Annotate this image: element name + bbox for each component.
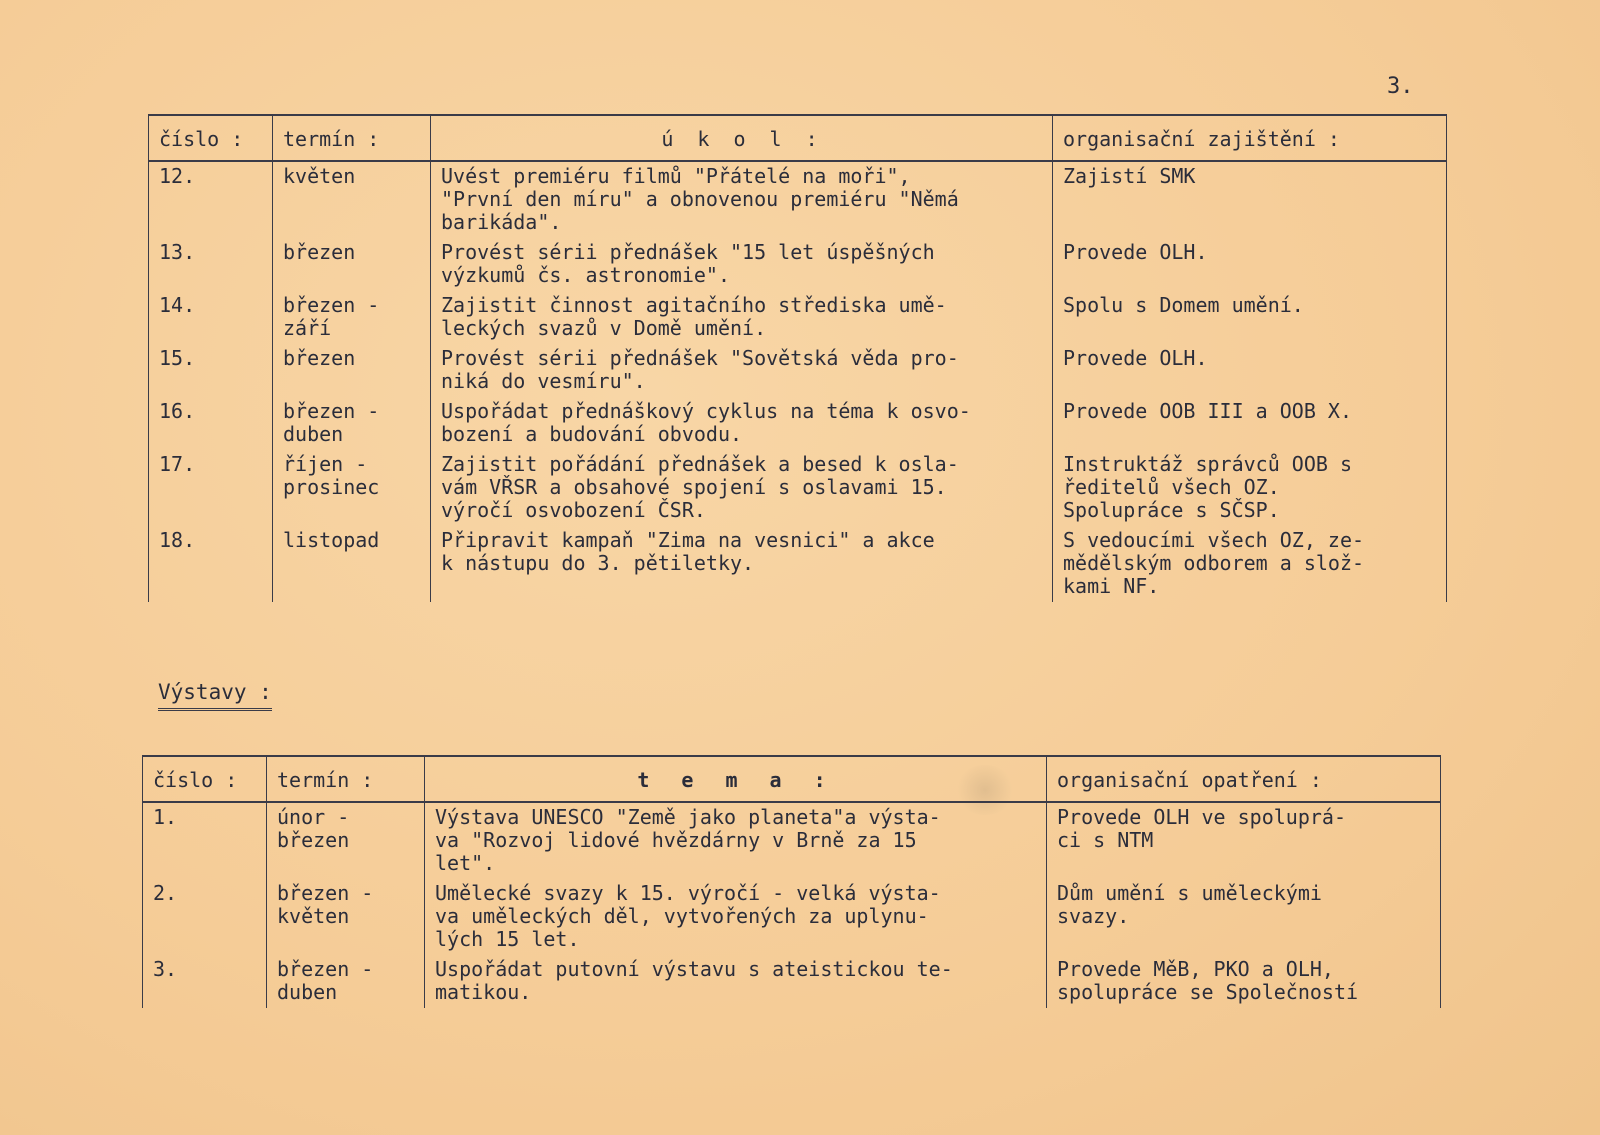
row-number: 1. — [143, 802, 267, 879]
row-organisation: Spolu s Domem umění. — [1053, 291, 1447, 344]
exhibitions-header-row — [143, 756, 1441, 802]
header-cislo: číslo : — [149, 115, 273, 161]
row-task: Zajistit pořádání přednášek a besed k osla- vám VŘSR a obsahové spojení s oslavami 15. výročí osvobození ČSR. — [431, 450, 1053, 526]
row-term: říjen - prosinec — [273, 450, 431, 526]
row-term: březen - září — [273, 291, 431, 344]
row-organisation: Provede OLH. — [1053, 344, 1447, 397]
exhibitions-heading: Výstavy : — [158, 680, 272, 711]
row-term: březen — [273, 344, 431, 397]
row-number: 13. — [149, 238, 273, 291]
row-task: Připravit kampaň "Zima na vesnici" a akce k nástupu do 3. pětiletky. — [431, 526, 1053, 602]
row-organisation: Provede MěB, PKO a OLH, spolupráce se Společností — [1047, 955, 1441, 1008]
tasks-header-row — [149, 115, 1447, 161]
row-organisation: Provede OOB III a OOB X. — [1053, 397, 1447, 450]
row-term: listopad — [273, 526, 431, 602]
table-row — [149, 526, 1447, 602]
row-organisation: Provede OLH ve spoluprá- ci s NTM — [1047, 802, 1441, 879]
row-term: březen — [273, 238, 431, 291]
header-cislo: číslo : — [143, 756, 267, 802]
row-organisation: S vedoucími všech OZ, ze- mědělským odborem a slož- kami NF. — [1053, 526, 1447, 602]
table-row — [143, 802, 1441, 879]
table-row — [149, 291, 1447, 344]
row-number: 2. — [143, 879, 267, 955]
header-organisace: organisační opatření : — [1047, 756, 1441, 802]
tasks-table — [148, 114, 1447, 602]
exhibitions-table — [142, 755, 1441, 1008]
row-number: 18. — [149, 526, 273, 602]
table-row — [149, 344, 1447, 397]
row-task: Uspořádat přednáškový cyklus na téma k osvo- bození a budování obvodu. — [431, 397, 1053, 450]
row-term: únor - březen — [267, 802, 425, 879]
row-term: březen - květen — [267, 879, 425, 955]
table-row — [149, 161, 1447, 238]
row-task: Zajistit činnost agitačního střediska umě- leckých svazů v Domě umění. — [431, 291, 1053, 344]
row-term: březen - duben — [267, 955, 425, 1008]
row-task: Uvést premiéru filmů "Přátelé na moři", "První den míru" a obnovenou premiéru "Němá barikáda". — [431, 161, 1053, 238]
row-number: 17. — [149, 450, 273, 526]
row-task: Provést sérii přednášek "Sovětská věda pro- niká do vesmíru". — [431, 344, 1053, 397]
table-row — [143, 955, 1441, 1008]
row-task: Provést sérii přednášek "15 let úspěšných výzkumů čs. astronomie". — [431, 238, 1053, 291]
row-term: květen — [273, 161, 431, 238]
header-termin: termín : — [273, 115, 431, 161]
header-termin: termín : — [267, 756, 425, 802]
header-tema: t e m a : — [425, 756, 1047, 802]
table-row — [149, 397, 1447, 450]
row-number: 3. — [143, 955, 267, 1008]
row-theme: Výstava UNESCO "Země jako planeta"a výsta- va "Rozvoj lidové hvězdárny v Brně za 15 let". — [425, 802, 1047, 879]
header-organisace: organisační zajištění : — [1053, 115, 1447, 161]
table-row — [149, 450, 1447, 526]
table-row — [149, 238, 1447, 291]
row-theme: Umělecké svazy k 15. výročí - velká výsta- va uměleckých děl, vytvořených za uplynu- lých 15 let. — [425, 879, 1047, 955]
row-number: 12. — [149, 161, 273, 238]
row-term: březen - duben — [273, 397, 431, 450]
row-number: 16. — [149, 397, 273, 450]
row-organisation: Dům umění s uměleckými svazy. — [1047, 879, 1441, 955]
row-number: 15. — [149, 344, 273, 397]
row-organisation: Instruktáž správců OOB s ředitelů všech OZ. Spolupráce s SČSP. — [1053, 450, 1447, 526]
row-organisation: Provede OLH. — [1053, 238, 1447, 291]
page-number: 3. — [1387, 74, 1414, 99]
header-ukol: ú k o l : — [431, 115, 1053, 161]
table-row — [143, 879, 1441, 955]
row-theme: Uspořádat putovní výstavu s ateistickou te- matikou. — [425, 955, 1047, 1008]
row-number: 14. — [149, 291, 273, 344]
row-organisation: Zajistí SMK — [1053, 161, 1447, 238]
